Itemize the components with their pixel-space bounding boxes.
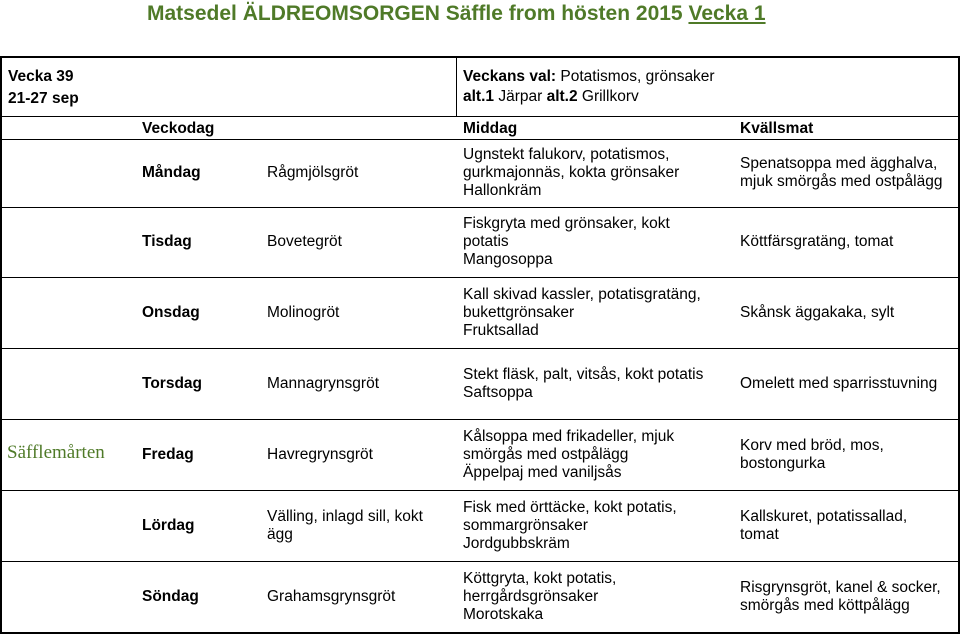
row-divider bbox=[0, 348, 960, 349]
day-porridge bbox=[267, 375, 379, 393]
day-lunch bbox=[463, 428, 674, 482]
title-main: Matsedel ÄLDREOMSORGEN Säffle from hösten 2015 bbox=[147, 2, 683, 25]
column-header-lunch: Middag bbox=[463, 120, 518, 137]
lunch-line: Hallonkräm bbox=[463, 182, 542, 199]
lunch-line: Jordgubbskräm bbox=[463, 535, 570, 552]
day-day bbox=[142, 233, 192, 251]
lunch-line: Kålsoppa med frikadeller, mjuk bbox=[463, 428, 675, 445]
lunch-line: Köttgryta, kokt potatis, bbox=[463, 570, 617, 587]
porridge-line: Bovetegröt bbox=[267, 233, 342, 250]
dinner-line: smörgås med köttpålägg bbox=[740, 597, 910, 614]
dinner-line: Skånsk äggakaka, sylt bbox=[740, 304, 895, 321]
day-line: Fredag bbox=[142, 446, 194, 463]
lunch-line: Morotskaka bbox=[463, 606, 544, 623]
day-porridge bbox=[267, 233, 342, 251]
day-line: Lördag bbox=[142, 517, 195, 534]
day-day bbox=[142, 304, 200, 322]
dinner-line: Risgrynsgröt, kanel & socker, bbox=[740, 579, 941, 596]
lunch-line: Fruktsallad bbox=[463, 322, 539, 339]
lunch-line: gurkmajonnäs, kokta grönsaker bbox=[463, 164, 680, 181]
day-dinner bbox=[740, 375, 937, 393]
day-dinner bbox=[740, 304, 894, 322]
day-day bbox=[142, 375, 202, 393]
lunch-line: Fiskgryta med grönsaker, kokt bbox=[463, 215, 670, 232]
dinner-line: bostongurka bbox=[740, 455, 826, 472]
week-link[interactable]: Vecka 1 bbox=[688, 2, 766, 25]
day-dinner bbox=[740, 508, 907, 544]
alt2-value: Grillkorv bbox=[577, 88, 639, 105]
row-divider bbox=[0, 139, 960, 140]
day-dinner bbox=[740, 233, 893, 251]
border-top bbox=[0, 56, 960, 58]
porridge-line: Välling, inlagd sill, kokt bbox=[267, 508, 423, 525]
porridge-line: Mannagrynsgröt bbox=[267, 375, 380, 392]
day-day bbox=[142, 588, 199, 606]
day-porridge bbox=[267, 446, 373, 464]
day-day bbox=[142, 446, 194, 464]
dinner-line: mjuk smörgås med ostpålägg bbox=[740, 173, 943, 190]
day-line: Tisdag bbox=[142, 233, 192, 250]
dinner-line: Omelett med sparrisstuvning bbox=[740, 375, 938, 392]
porridge-line: ägg bbox=[267, 526, 293, 543]
day-lunch bbox=[463, 499, 677, 553]
row-divider bbox=[0, 419, 960, 420]
alternatives bbox=[463, 88, 639, 106]
row-divider bbox=[0, 490, 960, 491]
lunch-line: sommargrönsaker bbox=[463, 517, 588, 534]
lunch-line: Ugnstekt falukorv, potatismos, bbox=[463, 146, 670, 163]
week-dates: 21-27 sep bbox=[8, 90, 79, 107]
lunch-line: potatis bbox=[463, 233, 509, 250]
day-line: Måndag bbox=[142, 164, 201, 181]
day-dinner bbox=[740, 579, 941, 615]
row-divider bbox=[0, 207, 960, 208]
day-porridge bbox=[267, 304, 339, 322]
week-number: Vecka 39 bbox=[8, 68, 74, 85]
lunch-line: Saftsoppa bbox=[463, 384, 533, 401]
dinner-line: tomat bbox=[740, 526, 779, 543]
day-lunch bbox=[463, 146, 679, 200]
row-divider bbox=[0, 561, 960, 562]
lunch-line: Äppelpaj med vaniljsås bbox=[463, 464, 622, 481]
brand-label: Säfflemårten bbox=[7, 442, 105, 463]
lunch-line: smörgås med ostpålägg bbox=[463, 446, 629, 463]
dinner-line: Köttfärsgratäng, tomat bbox=[740, 233, 894, 250]
porridge-line: Rågmjölsgröt bbox=[267, 164, 359, 181]
day-porridge bbox=[267, 164, 358, 182]
day-line: Torsdag bbox=[142, 375, 202, 392]
porridge-line: Grahamsgrynsgröt bbox=[267, 588, 396, 605]
day-dinner bbox=[740, 155, 942, 191]
border-left bbox=[0, 56, 2, 634]
day-porridge bbox=[267, 508, 423, 544]
weekly-choice-label: Veckans val: bbox=[463, 68, 557, 85]
lunch-line: Stekt fläsk, palt, vitsås, kokt potatis bbox=[463, 366, 704, 383]
day-porridge bbox=[267, 588, 395, 606]
day-lunch bbox=[463, 570, 616, 624]
weekly-choice-value: Potatismos, grönsaker bbox=[556, 68, 715, 85]
divider-header-mid bbox=[456, 56, 457, 116]
lunch-line: Mangosoppa bbox=[463, 251, 553, 268]
day-day bbox=[142, 517, 195, 535]
dinner-line: Kallskuret, potatissallad, bbox=[740, 508, 908, 525]
alt1-label: alt.1 bbox=[463, 88, 495, 105]
day-line: Onsdag bbox=[142, 304, 200, 321]
dinner-line: Korv med bröd, mos, bbox=[740, 437, 884, 454]
row-divider bbox=[0, 277, 960, 278]
lunch-line: bukettgrönsaker bbox=[463, 304, 575, 321]
day-lunch bbox=[463, 286, 701, 340]
divider-header bbox=[0, 116, 960, 117]
porridge-line: Havregrynsgröt bbox=[267, 446, 373, 463]
day-dinner bbox=[740, 437, 884, 473]
lunch-line: Fisk med örttäcke, kokt potatis, bbox=[463, 499, 677, 516]
dinner-line: Spenatsoppa med ägghalva, bbox=[740, 155, 938, 172]
day-lunch bbox=[463, 215, 670, 269]
weekly-choice bbox=[463, 68, 715, 86]
lunch-line: herrgårdsgrönsaker bbox=[463, 588, 599, 605]
day-line: Söndag bbox=[142, 588, 199, 605]
lunch-line: Kall skivad kassler, potatisgratäng, bbox=[463, 286, 701, 303]
porridge-line: Molinogröt bbox=[267, 304, 340, 321]
day-day bbox=[142, 164, 201, 182]
alt1-value: Järpar bbox=[494, 88, 547, 105]
day-lunch bbox=[463, 366, 703, 402]
column-header-dinner: Kvällsmat bbox=[740, 120, 814, 137]
page-title bbox=[147, 2, 766, 26]
alt2-label: alt.2 bbox=[546, 88, 578, 105]
column-header-day: Veckodag bbox=[142, 120, 215, 137]
